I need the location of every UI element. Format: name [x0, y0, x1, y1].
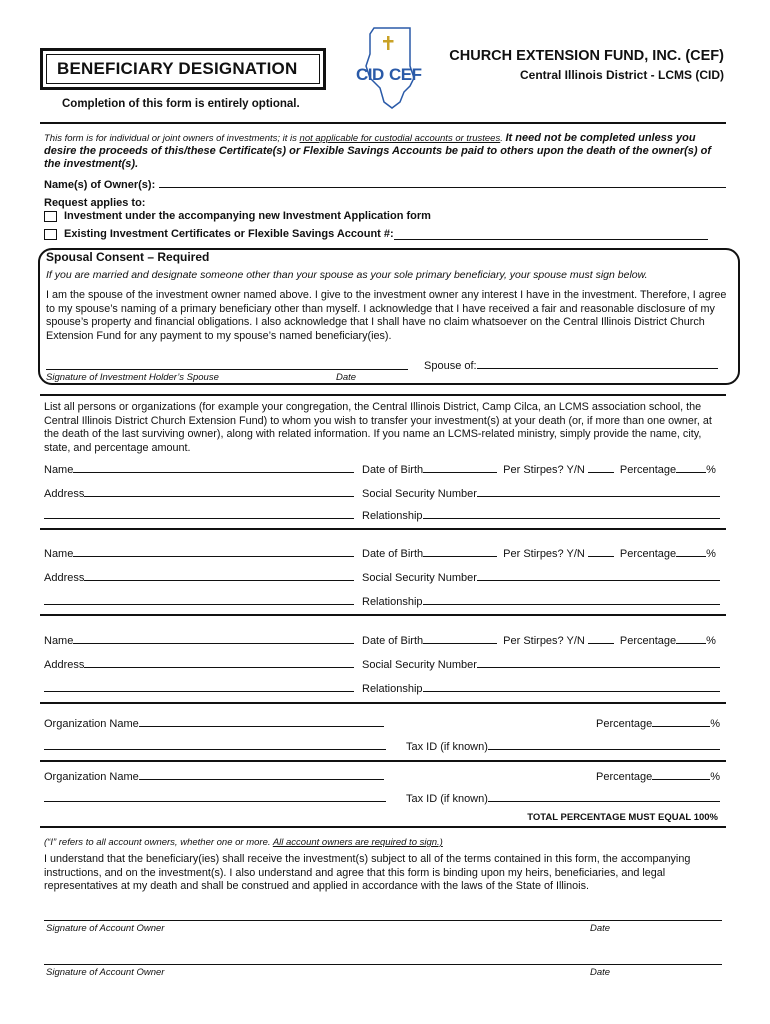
consent-heading: Spousal Consent – Required [46, 250, 210, 264]
stirpes-label: Per Stirpes? Y/N [503, 635, 585, 647]
organization-2-taxid-input[interactable] [488, 792, 720, 802]
organization-1-name-row [44, 717, 384, 730]
beneficiary-2-dob-input[interactable] [423, 547, 497, 557]
percentage-label: Percentage [619, 548, 677, 560]
option-new-row [44, 210, 431, 222]
beneficiary-2-relationship-input[interactable] [423, 595, 720, 605]
percentage-label: Percentage [596, 771, 653, 783]
beneficiary-1-relationship-input[interactable] [423, 509, 720, 519]
intro-text [44, 132, 724, 171]
organization-2-name-row [44, 770, 384, 783]
option-new-label: Investment under the accompanying new Investment Application form [64, 210, 431, 222]
beneficiary-3-ssn-row [362, 658, 720, 671]
beneficiary-1-name-input[interactable] [73, 463, 354, 473]
beneficiary-3-address-row [44, 658, 354, 671]
intro-underlined: not applicable for custodial accounts or trustees [299, 133, 501, 144]
percentage-label: Percentage [619, 635, 677, 647]
organization-2-address-line[interactable] [44, 792, 386, 802]
address-label: Address [44, 572, 85, 584]
beneficiary-1-ssn-input[interactable] [477, 487, 720, 497]
owner-1-sig-caption: Signature of Account Owner [46, 923, 165, 934]
percent-sign: % [710, 718, 720, 730]
beneficiary-3-relationship-input[interactable] [423, 682, 720, 692]
owners-input[interactable] [159, 178, 726, 188]
agreement-body: I understand that the beneficiary(ies) shall receive the investment(s) subject to all of the terms contained in this form, the accompanying instructions, and on the investment(s). I also understand and agree that this form is binding upon my heirs, beneficiaries, and legal representatives at my death and shall be construed and applied in accordance with the laws of the State of Illinois. [44, 853, 691, 893]
organization-2-percentage-input[interactable] [652, 770, 710, 780]
form-title [40, 48, 326, 90]
agreement-note [44, 837, 443, 848]
beneficiary-3-relationship-row [362, 682, 720, 695]
spouse-of-input[interactable] [477, 359, 718, 369]
header-divider [40, 122, 726, 124]
intro-small-2: . [500, 133, 506, 144]
beneficiary-3-dob-input[interactable] [423, 634, 497, 644]
organization-1-taxid-input[interactable] [488, 740, 720, 750]
beneficiary-1-address-row [44, 487, 354, 500]
beneficiaries-intro: List all persons or organizations (for example your congregation, the Central Illinois District, Camp Cilca, an LCMS association school, the Central Illinois District Church Extension Fund) to whom you wish to transfer your investment(s) at your death (or, if more than one owner, at the death of the last surviving owner), along with related information. If you name an LCMS-related ministry, simply provide the name, city, state, and percentage amount. [44, 401, 712, 454]
spouse-of-label: Spouse of: [424, 360, 477, 372]
dob-label: Date of Birth [362, 635, 424, 647]
percentage-label: Percentage [619, 464, 677, 476]
address-label: Address [44, 488, 85, 500]
total-percentage-note: TOTAL PERCENTAGE MUST EQUAL 100% [527, 812, 718, 823]
beneficiary-3-percentage-input[interactable] [676, 634, 706, 644]
optional-note: Completion of this form is entirely optional. [62, 98, 300, 110]
beneficiary-3-stirpes-input[interactable] [588, 634, 614, 644]
organization-1-percentage-row [596, 717, 720, 730]
organization-1-name-input[interactable] [139, 717, 384, 727]
beneficiary-2-ssn-row [362, 571, 720, 584]
beneficiary-1-address-line2[interactable] [44, 509, 354, 519]
beneficiary-3-divider [40, 702, 726, 704]
owner-1-signature-line[interactable] [44, 911, 722, 921]
beneficiary-3-address-line2[interactable] [44, 682, 354, 692]
percentage-label: Percentage [596, 718, 653, 730]
beneficiary-2-stirpes-input[interactable] [588, 547, 614, 557]
beneficiary-2-percentage-input[interactable] [676, 547, 706, 557]
relationship-label: Relationship [362, 596, 423, 608]
beneficiary-2-dob-row [362, 547, 720, 560]
agreement-note-text: (“I” refers to all account owners, whether one or more. [44, 837, 273, 848]
beneficiary-3-dob-row [362, 634, 720, 647]
beneficiary-2-address-line2[interactable] [44, 595, 354, 605]
beneficiary-1-stirpes-input[interactable] [588, 463, 614, 473]
owner-2-sig-caption: Signature of Account Owner [46, 967, 165, 978]
account-number-input[interactable] [394, 229, 708, 240]
org-name-label: Organization Name [44, 718, 139, 730]
owners-label: Name(s) of Owner(s): [44, 179, 156, 191]
name-label: Name [44, 464, 74, 476]
dob-label: Date of Birth [362, 464, 424, 476]
svg-text:CEF: CEF [389, 65, 422, 84]
request-label: Request applies to: [44, 197, 146, 209]
owners-row [44, 178, 726, 191]
spouse-signature-line[interactable] [46, 358, 408, 370]
percent-sign: % [706, 548, 716, 560]
spouse-date-caption: Date [336, 372, 357, 383]
total-divider [40, 826, 726, 828]
intro-bold-italic: It need not be completed unless you desire the proceeds of this/these Certificate(s) or Flexible Savings Accounts be paid to others upon the death of the owner(s) of the investment(s). [44, 132, 712, 170]
ssn-label: Social Security Number [362, 659, 477, 671]
tax-id-label: Tax ID (if known) [406, 793, 488, 805]
owner-2-date-caption: Date [590, 967, 611, 978]
option-new-checkbox[interactable] [44, 211, 57, 222]
spouse-sig-caption: Signature of Investment Holder’s Spouse [46, 372, 219, 383]
beneficiary-2-divider [40, 614, 726, 616]
beneficiary-2-ssn-input[interactable] [477, 571, 720, 581]
consent-instruction: If you are married and designate someone other than your spouse as your sole primary beneficiary, your spouse must sign below. [46, 269, 648, 281]
spouse-of-row [424, 359, 718, 372]
option-existing-label: Existing Investment Certificates or Flexible Savings Account #: [64, 228, 394, 240]
organization-1-address-line[interactable] [44, 740, 386, 750]
option-existing-checkbox[interactable] [44, 229, 57, 240]
beneficiary-1-relationship-row [362, 509, 720, 522]
beneficiary-1-ssn-row [362, 487, 720, 500]
organization-2-name-input[interactable] [139, 770, 384, 780]
organization-1-percentage-input[interactable] [652, 717, 710, 727]
dob-label: Date of Birth [362, 548, 424, 560]
name-label: Name [44, 548, 74, 560]
cef-logo [352, 26, 422, 110]
consent-body: I am the spouse of the investment owner named above. I give to the investment owner any interest I have in the investment. Therefore, I agree to my spouse’s naming of a primary beneficiary other than myself. I acknowledge that I have received a fair and reasonable disclosure of my spouse’s property and financial obligations. I also acknowledge that I shall have no claim whatsoever on the Central Illinois District Church Extension Fund for any payment to my spouse’s named beneficiary(ies). [46, 289, 727, 342]
consent-divider [40, 394, 726, 396]
beneficiary-2-name-row [44, 547, 354, 560]
intro-small-1: This form is for individual or joint owners of investments; it is [44, 133, 300, 144]
stirpes-label: Per Stirpes? Y/N [503, 464, 585, 476]
owner-2-signature-line[interactable] [44, 955, 722, 965]
owner-1-date-caption: Date [590, 923, 611, 934]
beneficiary-3-name-input[interactable] [73, 634, 354, 644]
address-label: Address [44, 659, 85, 671]
tax-id-label: Tax ID (if known) [406, 741, 488, 753]
beneficiary-1-dob-input[interactable] [423, 463, 497, 473]
beneficiary-2-name-input[interactable] [73, 547, 354, 557]
beneficiary-3-ssn-input[interactable] [477, 658, 720, 668]
beneficiary-2-address-row [44, 571, 354, 584]
name-label: Name [44, 635, 74, 647]
relationship-label: Relationship [362, 510, 423, 522]
org-name-label: Organization Name [44, 771, 139, 783]
ssn-label: Social Security Number [362, 488, 477, 500]
beneficiary-1-name-row [44, 463, 354, 476]
agreement-note-underlined: All account owners are required to sign.) [272, 837, 443, 848]
percent-sign: % [710, 771, 720, 783]
organization-1-divider [40, 760, 726, 762]
organization-2-percentage-row [596, 770, 720, 783]
beneficiary-1-percentage-input[interactable] [676, 463, 706, 473]
form-title-text: BENEFICIARY DESIGNATION [57, 59, 298, 78]
organization-1-taxid-row [406, 740, 720, 753]
beneficiary-2-relationship-row [362, 595, 720, 608]
option-existing-row [44, 228, 708, 240]
org-name: CHURCH EXTENSION FUND, INC. (CEF) [449, 48, 724, 64]
beneficiary-1-dob-row [362, 463, 720, 476]
svg-text:CID: CID [356, 65, 384, 84]
relationship-label: Relationship [362, 683, 423, 695]
org-district: Central Illinois District - LCMS (CID) [519, 68, 724, 82]
beneficiary-1-divider [40, 528, 726, 530]
percent-sign: % [706, 464, 716, 476]
beneficiary-2-address-input[interactable] [84, 571, 354, 581]
ssn-label: Social Security Number [362, 572, 477, 584]
percent-sign: % [706, 635, 716, 647]
beneficiary-1-address-input[interactable] [84, 487, 354, 497]
organization-2-taxid-row [406, 792, 720, 805]
beneficiary-3-address-input[interactable] [84, 658, 354, 668]
stirpes-label: Per Stirpes? Y/N [503, 548, 585, 560]
beneficiary-3-name-row [44, 634, 354, 647]
